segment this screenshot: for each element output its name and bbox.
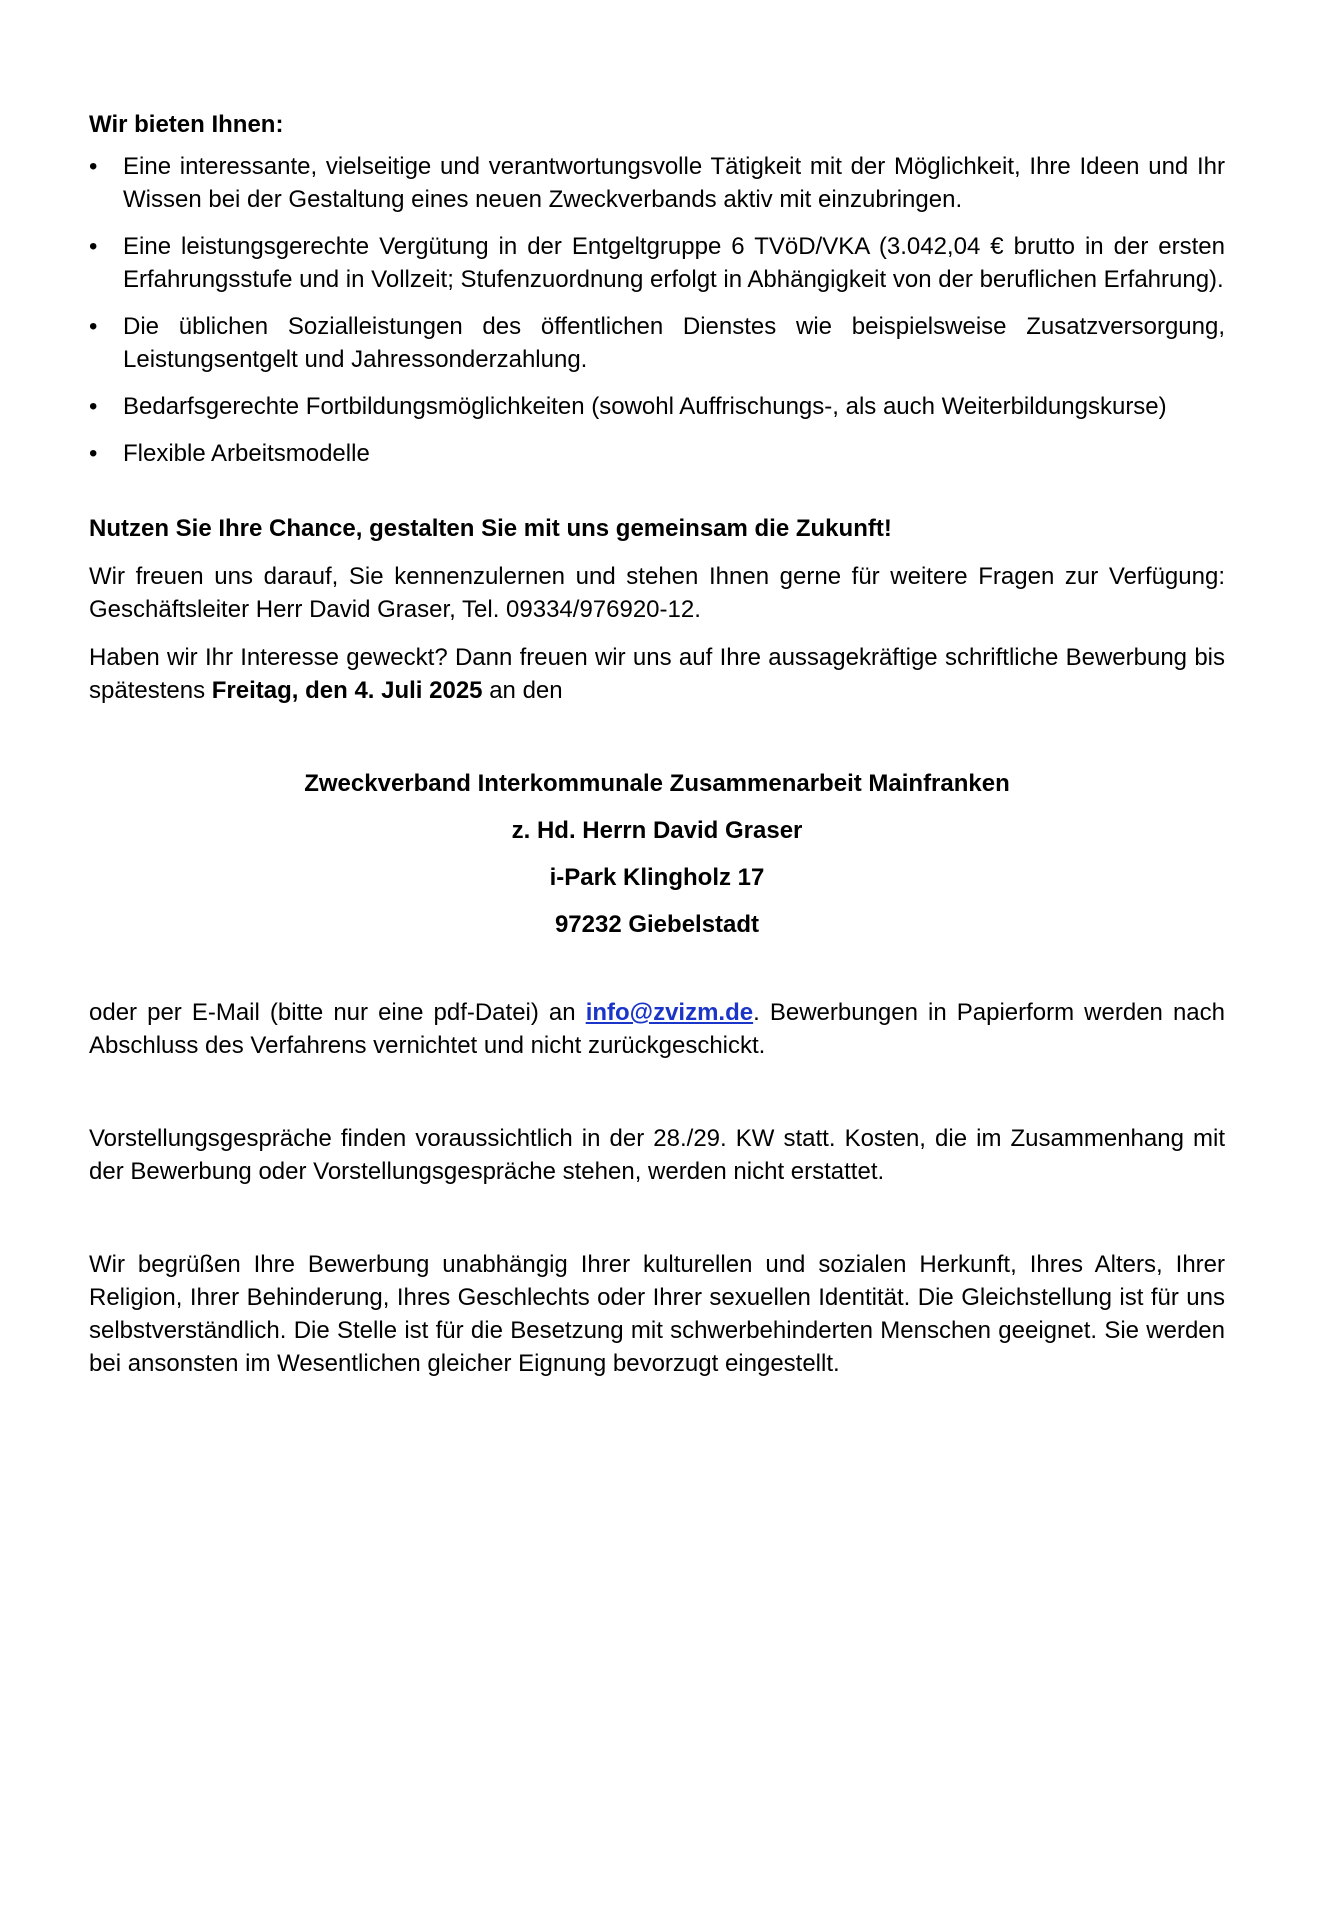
bullet-icon: • (89, 440, 98, 467)
contact-paragraph: Wir freuen uns darauf, Sie kennenzulernen und stehen Ihnen gerne für weitere Fragen zur Verfügung: Geschäftsleiter Herr David Graser, Tel. 09334/976920-12. (89, 563, 1225, 623)
offer-text: Bedarfsgerechte Fortbildungsmöglichkeiten (sowohl Auffrischungs-, als auch Weiterbildungskurse) (123, 393, 1167, 420)
offer-text: Flexible Arbeitsmodelle (123, 440, 370, 467)
offer-item (89, 437, 1225, 470)
bullet-icon: • (89, 233, 98, 260)
postal-address (89, 767, 1225, 941)
address-attention: z. Hd. Herrn David Graser (511, 817, 803, 844)
offer-item (89, 390, 1225, 423)
offer-text: Die üblichen Sozialleistungen des öffentlichen Dienstes wie beispielsweise Zusatzversorgung, Leistungsentgelt und Jahressonderzahlung. (123, 313, 1225, 373)
address-organization: Zweckverband Interkommunale Zusammenarbeit Mainfranken (304, 770, 1010, 797)
offer-item (89, 150, 1225, 216)
email-text-before: oder per E-Mail (bitte nur eine pdf-Datei) an (89, 999, 586, 1026)
deadline-text-after: an den (482, 677, 563, 704)
address-city: 97232 Giebelstadt (554, 911, 760, 938)
diversity-paragraph: Wir begrüßen Ihre Bewerbung unabhängig Ihrer kulturellen und sozialen Herkunft, Ihres Alters, Ihrer Religion, Ihrer Behinderung, Ihres Geschlechts oder Ihrer sexuellen Identität. Die Gleichstellung ist für uns selbstverständlich. Die Stelle ist für die Besetzung mit schwerbehinderten Menschen geeignet. Sie werden bei ansonsten im Wesentlichen gleicher Eignung bevorzugt eingestellt. (89, 1251, 1225, 1377)
offer-item (89, 310, 1225, 376)
offer-text: Eine leistungsgerechte Vergütung in der Entgeltgruppe 6 TVöD/VKA (3.042,04 € brutto in der ersten Erfahrungsstufe und in Vollzeit; Stufenzuordnung erfolgt in Abhängigkeit von der beruflichen Erfahrung). (123, 233, 1225, 293)
offers-heading: Wir bieten Ihnen: (89, 111, 284, 138)
deadline-date: Freitag, den 4. Juli 2025 (211, 677, 483, 704)
email-paragraph (89, 996, 1225, 1062)
bullet-icon: • (89, 393, 98, 420)
deadline-paragraph (89, 641, 1225, 707)
offer-text: Eine interessante, vielseitige und verantwortungsvolle Tätigkeit mit der Möglichkeit, Ihre Ideen und Ihr Wissen bei der Gestaltung eines neuen Zweckverbands aktiv mit einzubringen. (123, 153, 1225, 213)
email-link[interactable]: info@zvizm.de (585, 999, 754, 1026)
document-page (89, 108, 1225, 1380)
bullet-icon: • (89, 313, 98, 340)
deadline-text-before: Haben wir Ihr Interesse geweckt? Dann freuen wir uns auf Ihre aussagekräftige schriftliche Bewerbung bis spätestens (89, 644, 1225, 704)
interview-paragraph: Vorstellungsgespräche finden voraussichtlich in der 28./29. KW statt. Kosten, die im Zusammenhang mit der Bewerbung oder Vorstellungsgespräche stehen, werden nicht erstattet. (89, 1125, 1225, 1185)
chance-heading: Nutzen Sie Ihre Chance, gestalten Sie mit uns gemeinsam die Zukunft! (89, 515, 892, 542)
email-text-after: . Bewerbungen in Papierform werden nach Abschluss des Verfahrens vernichtet und nicht zurückgeschickt. (89, 999, 1225, 1059)
bullet-icon: • (89, 153, 98, 180)
address-street: i-Park Klingholz 17 (549, 864, 765, 891)
offers-list (89, 150, 1225, 470)
offer-item (89, 230, 1225, 296)
